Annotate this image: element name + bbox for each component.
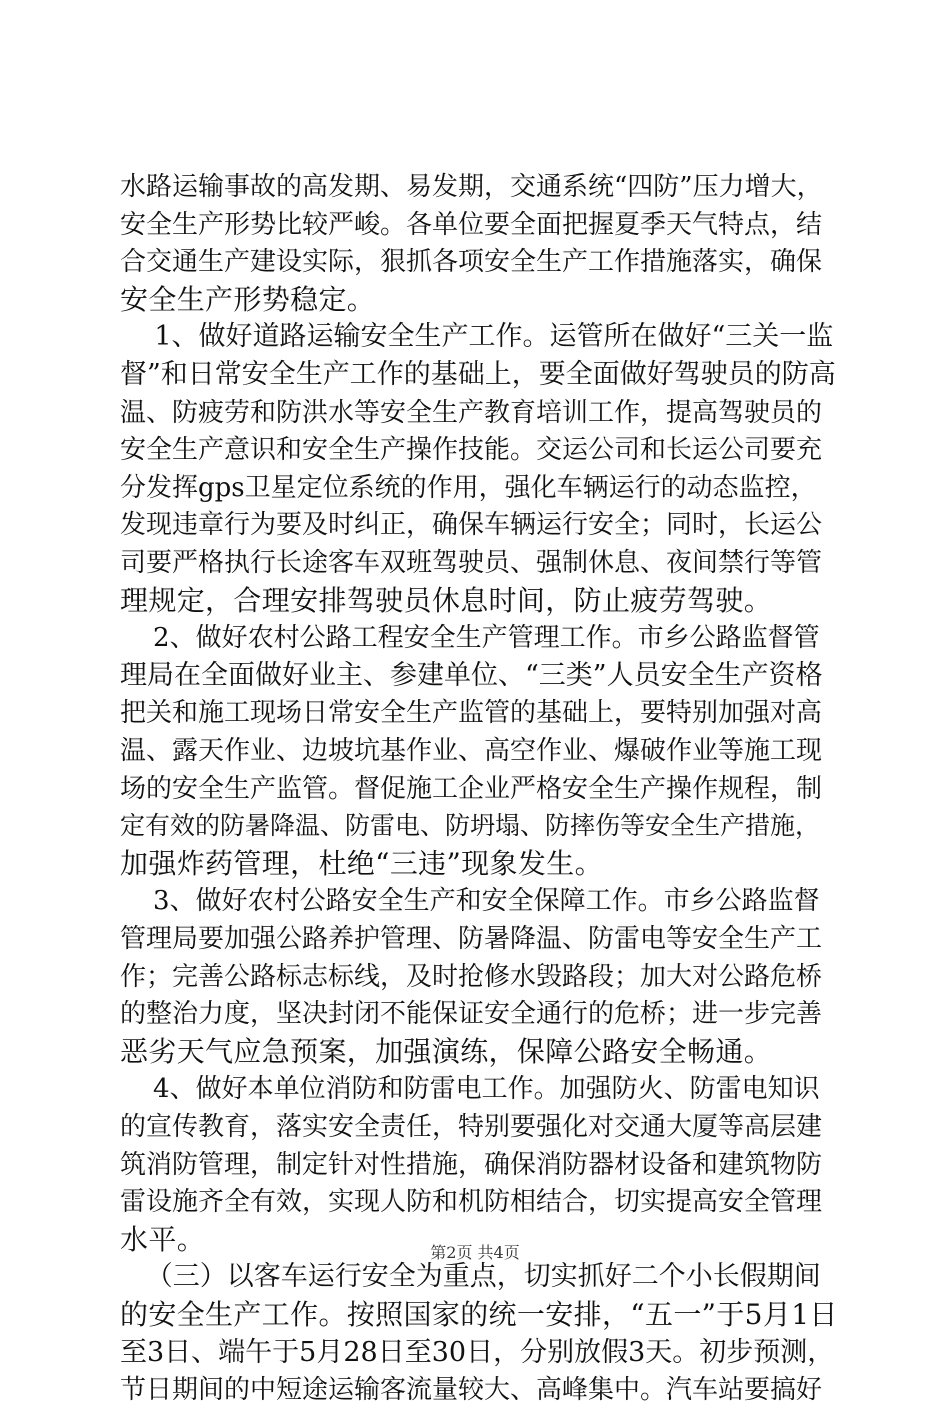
text-line: 的整治力度，坚决封闭不能保证安全通行的危桥；进一步完善 [120, 999, 823, 1030]
text-line: 督”和日常安全生产工作的基础上，要全面做好驾驶员的防高 [120, 359, 836, 390]
text-line: 管理局要加强公路养护管理、防暑降温、防雷电等安全生产工 [120, 924, 823, 954]
text-line: 司要严格执行长途客车双班驾驶员、强制休息、夜间禁行等管 [120, 548, 823, 578]
text-line: 3、做好农村公路安全生产和安全保障工作。市乡公路监督 [120, 886, 820, 917]
text-line: 4、做好本单位消防和防雷电工作。加强防火、防雷电知识 [120, 1074, 820, 1105]
text-line: 发现违章行为要及时纠正，确保车辆运行安全；同时，长运公 [120, 510, 823, 541]
text-line: 温、防疲劳和防洪水等安全生产教育培训工作，提高驾驶员的 [120, 397, 823, 428]
text-line: 安全生产意识和安全生产操作技能。交运公司和长运公司要充 [120, 435, 823, 466]
text-line: 理局在全面做好业主、参建单位、“三类”人员安全生产资格 [120, 659, 823, 691]
text-line: 理规定，合理安排驾驶员休息时间，防止疲劳驾驶。 [120, 583, 773, 617]
text-line: 雷设施齐全有效，实现人防和机防相结合，切实提高安全管理 [120, 1187, 823, 1218]
text-line: 的安全生产工作。按照国家的统一安排，“五一”于5月1日 [120, 1298, 838, 1331]
text-line: 作；完善公路标志标线，及时抢修水毁路段；加大对公路危桥 [120, 961, 823, 992]
text-line: 把关和施工现场日常安全生产监管的基础上，要特别加强对高 [120, 698, 823, 729]
text-line: 水路运输事故的高发期、易发期，交通系统“四防”压力增大， [120, 172, 823, 202]
text-line: 的宣传教育，落实安全责任，特别要强化对交通大厦等高层建 [120, 1112, 823, 1142]
text-line: 至3日、端午于5月28日至30日，分别放假3天。初步预测， [120, 1336, 835, 1368]
text-line: 节日期间的中短途运输客流量较大、高峰集中。汽车站要搞好 [120, 1375, 823, 1406]
text-line: （三）以客车运行安全为重点，切实抓好二个小长假期间 [120, 1261, 821, 1293]
text-line: 安全生产形势比较严峻。各单位要全面把握夏季天气特点，结 [120, 209, 823, 240]
text-line: 水平。 [120, 1222, 206, 1256]
text-line: 2、做好农村公路工程安全生产管理工作。市乡公路监督管 [120, 623, 820, 654]
text-line: 筑消防管理，制定针对性措施，确保消防器材设备和建筑物防 [120, 1149, 823, 1180]
text-line: 加强炸药管理，杜绝“三违”现象发生。 [120, 846, 603, 880]
text-line: 合交通生产建设实际，狠抓各项安全生产工作措施落实，确保 [120, 247, 823, 278]
page-footer: 第2页 共4页 [430, 1243, 520, 1262]
text-line: 温、露天作业、边坡坑基作业、高空作业、爆破作业等施工现 [120, 736, 823, 766]
text-line: 1、做好道路运输安全生产工作。运管所在做好“三关一监 [120, 321, 834, 353]
text-line: 恶劣天气应急预案，加强演练，保障公路安全畅通。 [120, 1034, 773, 1068]
text-line: 场的安全生产监管。督促施工企业严格安全生产操作规程，制 [120, 773, 823, 804]
text-line: 定有效的防暑降温、防雷电、防坍塌、防摔伤等安全生产措施， [120, 811, 821, 841]
text-line: 安全生产形势稳定。 [120, 282, 376, 316]
text-line: 分发挥gps卫星定位系统的作用，强化车辆运行的动态监控， [120, 472, 817, 503]
